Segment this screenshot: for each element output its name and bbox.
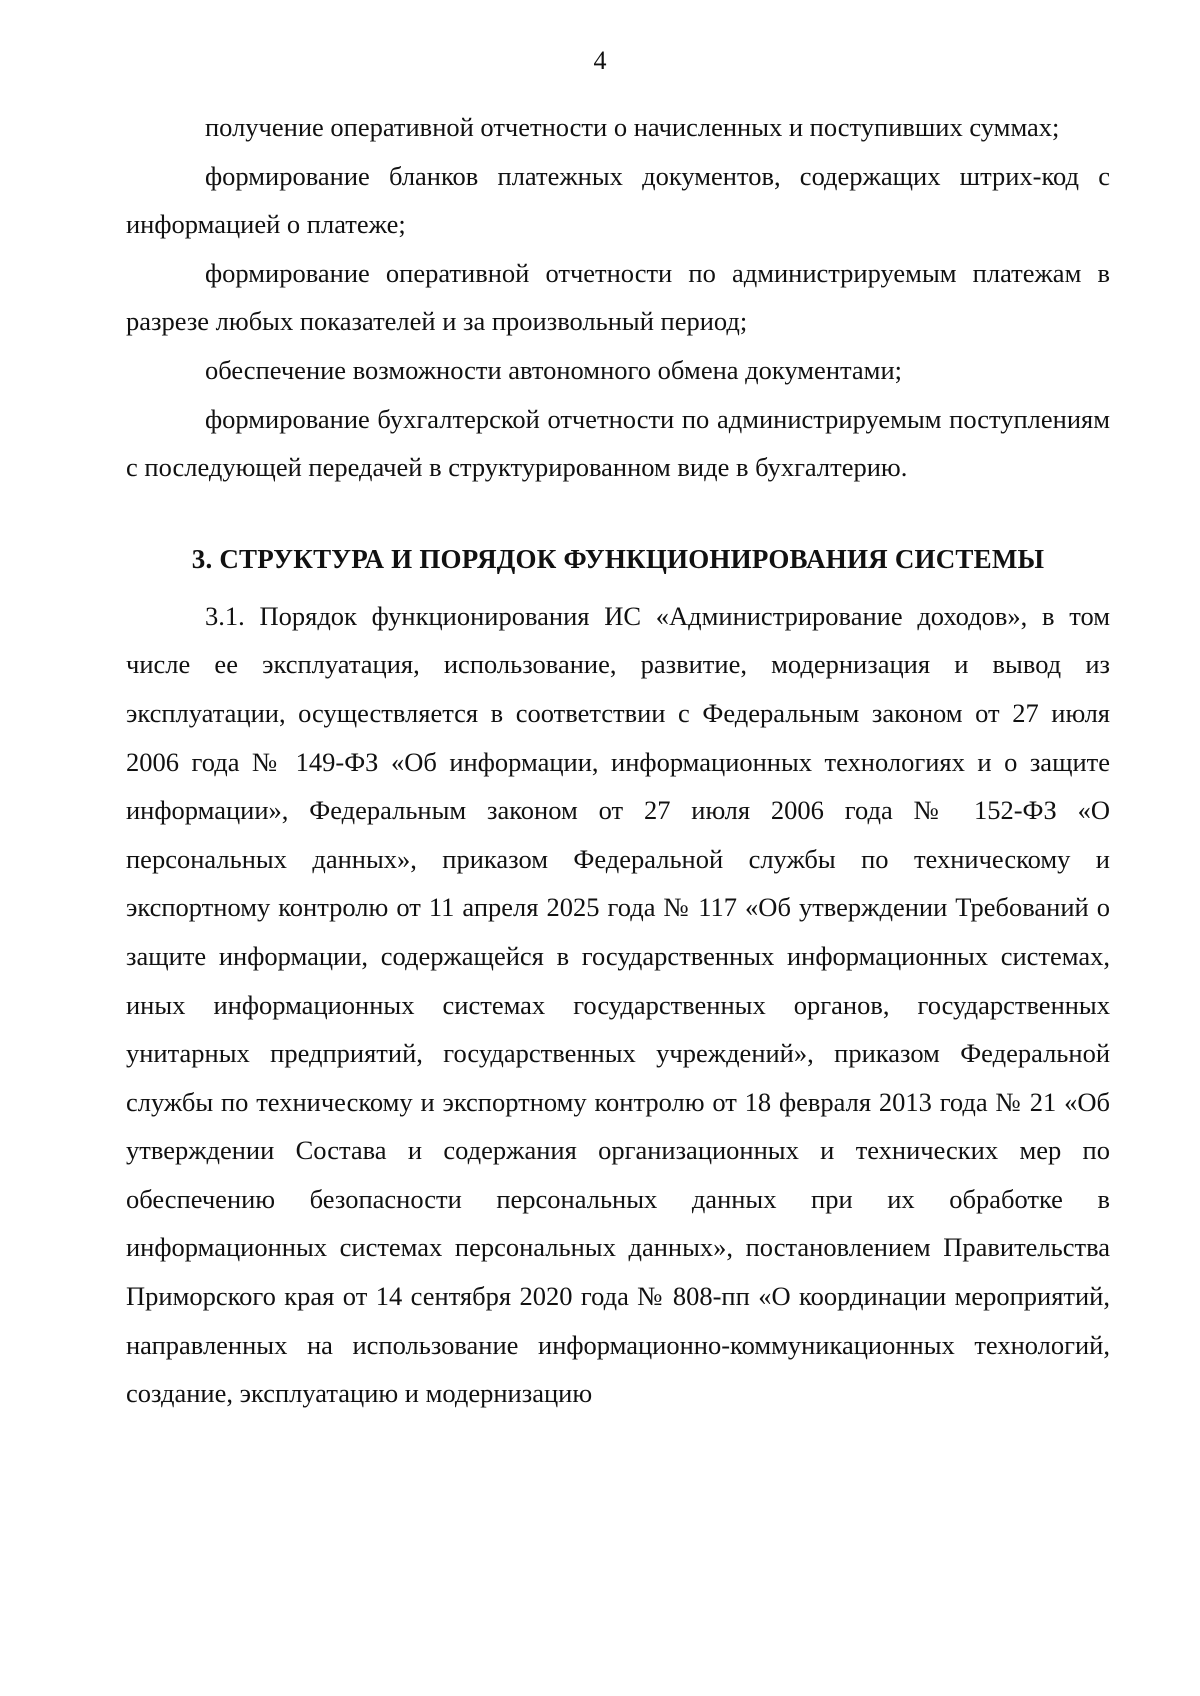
list-item-autonomous-exchange: обеспечение возможности автономного обмена документами; bbox=[205, 354, 902, 385]
document-body bbox=[126, 103, 1110, 1418]
list-item-accounting-reporting: формирование бухгалтерской отчетности по администрируемым поступлениям с последующей передачей в структурированном виде в бухгалтерию. bbox=[126, 403, 1110, 483]
list-item-payment-forms: формирование бланков платежных документов, содержащих штрих-код с информацией о платеже; bbox=[126, 160, 1110, 240]
section-paragraph-3-1: 3.1. Порядок функционирования ИС «Администрирование доходов», в том числе ее эксплуатация, использование, развитие, модернизация и вывод из эксплуатации, осуществляется в соответствии с Федеральным законом от 27 июля 2006 года № 149-ФЗ «Об информации, информационных технологиях и о защите информации», Федеральным законом от 27 июля 2006 года № 152-ФЗ «О персональных данных», приказом Федеральной службы по техническому и экспортному контролю от 11 апреля 2025 года № 117 «Об утверждении Требований о защите информации, содержащейся в государственных информационных системах, иных информационных системах государственных органов, государственных унитарных предприятий, государственных учреждений», приказом Федеральной службы по техническому и экспортному контролю от 18 февраля 2013 года № 21 «Об утверждении Состава и содержания организационных и технических мер по обеспечению безопасности персональных данных при их обработке в информационных системах персональных данных», постановлением Правительства Приморского края от 14 сентября 2020 года № 808-пп «О координации мероприятий, направленных на использование информационно-коммуникационных технологий, создание, эксплуатацию и модернизацию bbox=[126, 600, 1110, 1409]
section-heading: 3. СТРУКТУРА И ПОРЯДОК ФУНКЦИОНИРОВАНИЯ СИСТЕМЫ bbox=[191, 543, 1045, 574]
list-item-operational-reporting: получение оперативной отчетности о начисленных и поступивших суммах; bbox=[205, 112, 1060, 142]
list-item-administered-payments-reporting: формирование оперативной отчетности по администрируемым платежам в разрезе любых показателей и за произвольный период; bbox=[126, 257, 1110, 337]
page-number: 4 bbox=[593, 46, 607, 75]
